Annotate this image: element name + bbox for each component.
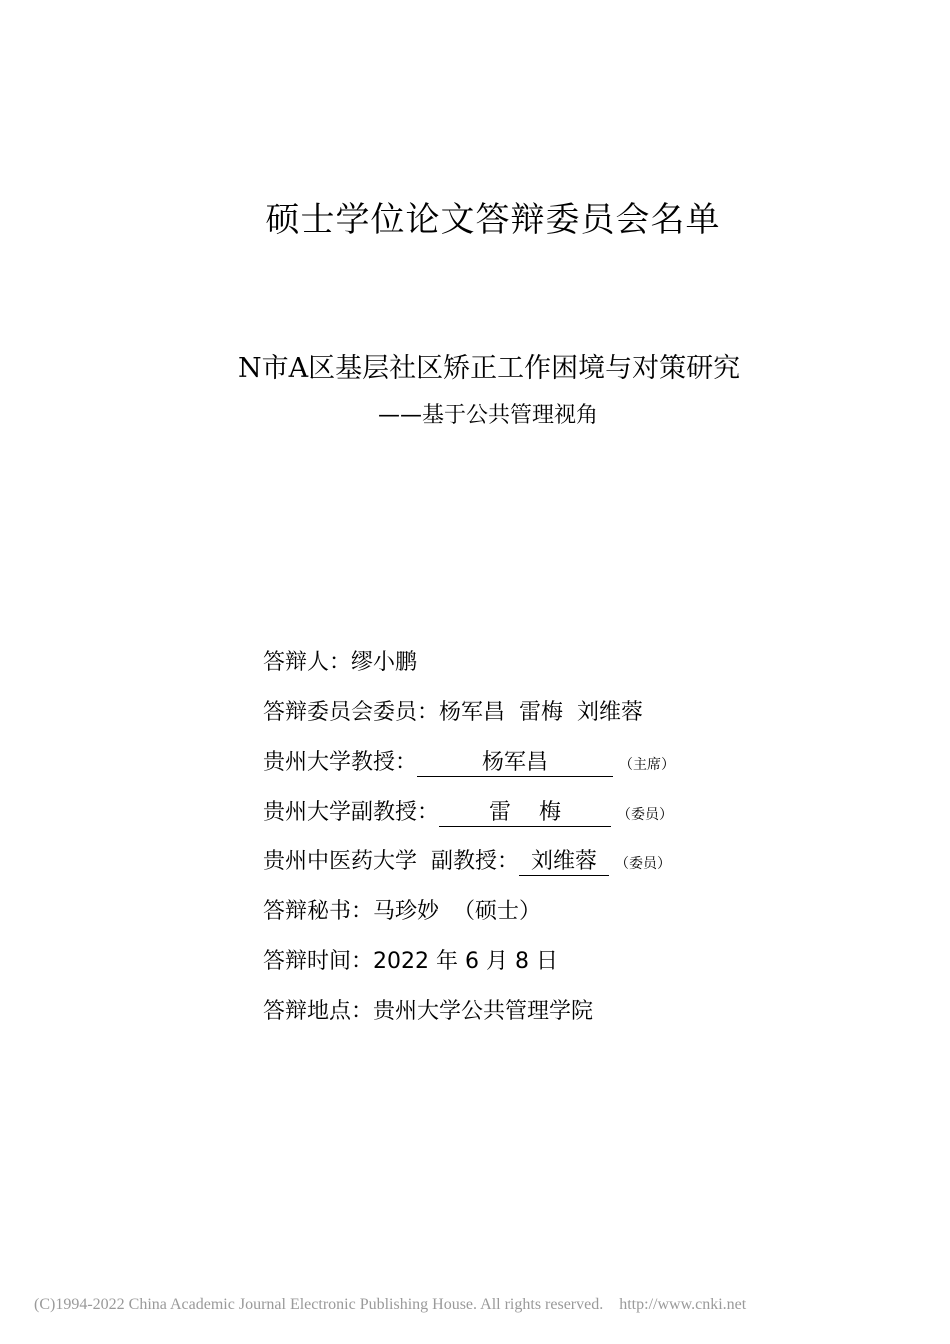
member-affiliation: 贵州大学副教授： — [263, 800, 440, 825]
time-line — [263, 947, 558, 977]
member-affiliation: 贵州大学教授： — [263, 750, 418, 775]
member-name: 雷 梅 — [439, 800, 611, 827]
member-row — [263, 798, 673, 830]
secretary-line — [263, 897, 541, 927]
member-affiliation: 贵州中医药大学 副教授： — [263, 849, 519, 874]
secretary-value: 马珍妙 （硕士） — [373, 899, 542, 924]
location-value: 贵州大学公共管理学院 — [373, 999, 594, 1024]
committee-label: 答辩委员会委员： — [263, 700, 440, 725]
member-row — [263, 748, 675, 780]
member-role: （委员） — [615, 856, 671, 872]
committee-line — [263, 698, 643, 728]
member-role: （主席） — [619, 757, 676, 773]
defender-label: 答辩人： — [263, 650, 352, 675]
member-role: （委员） — [617, 807, 674, 823]
member-name: 杨军昌 — [417, 750, 613, 777]
member-name: 刘维蓉 — [519, 849, 609, 876]
secretary-label: 答辩秘书： — [263, 899, 374, 924]
thesis-title: N市A区基层社区矫正工作困境与对策研究 — [238, 353, 741, 384]
thesis-subtitle: ——基于公共管理视角 — [378, 403, 599, 428]
footer-url[interactable]: http://www.cnki.net — [619, 1296, 747, 1313]
defender-line — [263, 648, 417, 678]
copyright-footer — [34, 1296, 746, 1314]
time-value: 2022 年 6 月 8 日 — [373, 949, 558, 974]
copyright-text: (C)1994-2022 China Academic Journal Electronic Publishing House. All rights reserved. — [34, 1296, 604, 1313]
committee-members: 杨军昌 雷梅 刘维蓉 — [439, 700, 643, 725]
defender-name: 缪小鹏 — [351, 650, 418, 675]
location-label: 答辩地点： — [263, 999, 374, 1024]
member-row — [263, 847, 671, 879]
time-label: 答辩时间： — [263, 949, 374, 974]
page-title: 硕士学位论文答辩委员会名单 — [265, 200, 721, 240]
location-line — [263, 997, 593, 1027]
